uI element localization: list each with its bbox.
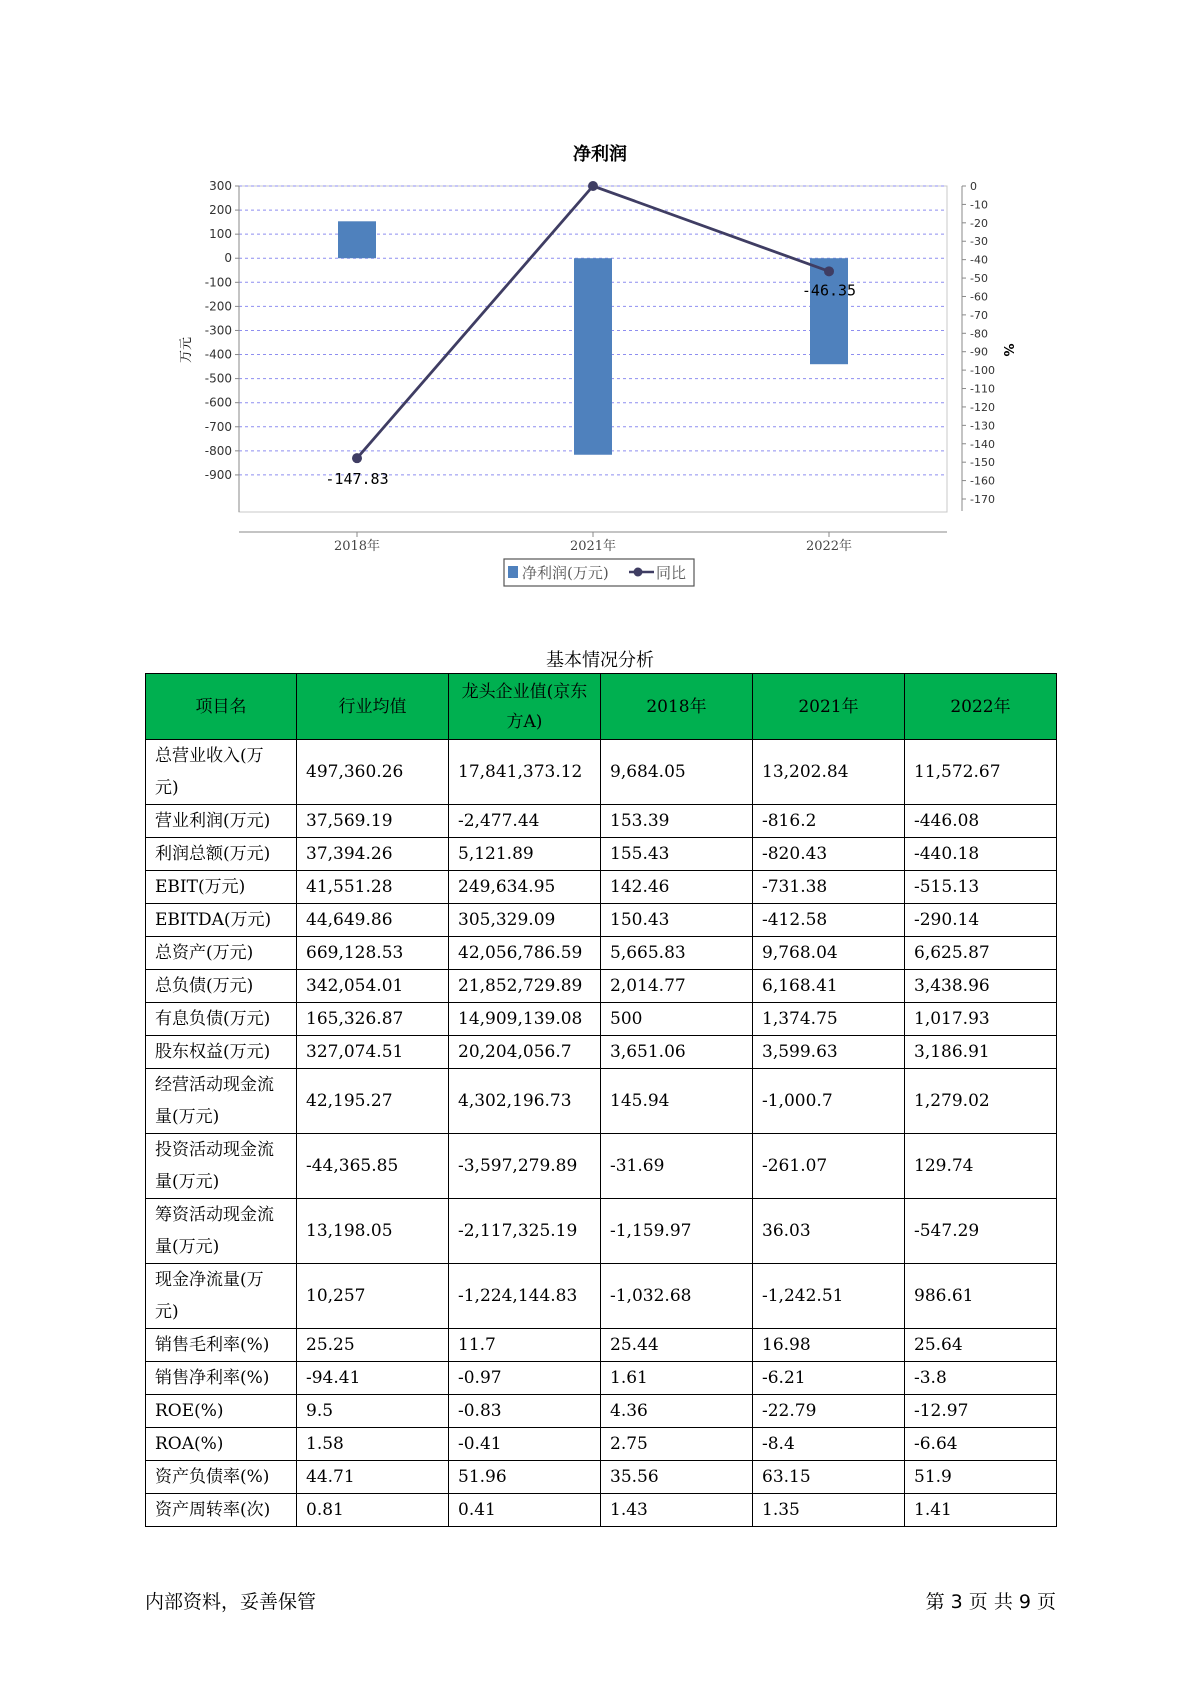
value-cell: -731.38: [753, 871, 905, 904]
row-label-cell: 资产周转率(次): [146, 1494, 297, 1527]
value-cell: 11.7: [449, 1329, 601, 1362]
table-row: [146, 1036, 1057, 1069]
value-cell: -1,224,144.83: [449, 1264, 601, 1329]
right-tick-label: -90: [970, 345, 988, 359]
right-tick-label: -110: [970, 382, 995, 396]
table-row: [146, 1264, 1057, 1329]
value-cell: 150.43: [601, 904, 753, 937]
right-tick-label: -160: [970, 474, 995, 488]
value-cell: 153.39: [601, 805, 753, 838]
value-cell: 4.36: [601, 1395, 753, 1428]
left-tick-label: -800: [204, 443, 232, 458]
value-cell: 327,074.51: [297, 1036, 449, 1069]
left-tick-label: -100: [204, 275, 232, 290]
legend-bar-swatch: [508, 566, 518, 578]
value-cell: -1,032.68: [601, 1264, 753, 1329]
value-cell: 0.81: [297, 1494, 449, 1527]
value-cell: 5,665.83: [601, 937, 753, 970]
value-cell: 37,569.19: [297, 805, 449, 838]
right-tick-label: -40: [970, 253, 988, 267]
row-label-cell: 销售毛利率(%): [146, 1329, 297, 1362]
table-body: [146, 740, 1057, 1527]
value-cell: -0.41: [449, 1428, 601, 1461]
x-tick-label: 2021年: [569, 539, 617, 554]
right-tick-label: 0: [970, 180, 977, 193]
left-tick-label: 0: [224, 251, 232, 266]
row-label-cell: 投资活动现金流量(万元): [146, 1134, 297, 1199]
value-cell: 51.96: [449, 1461, 601, 1494]
value-cell: -515.13: [905, 871, 1057, 904]
row-label-cell: 利润总额(万元): [146, 838, 297, 871]
value-cell: -22.79: [753, 1395, 905, 1428]
table-row: [146, 871, 1057, 904]
table-row: [146, 937, 1057, 970]
value-cell: 3,599.63: [753, 1036, 905, 1069]
value-cell: 5,121.89: [449, 838, 601, 871]
value-cell: 1,017.93: [905, 1003, 1057, 1036]
table-caption: 基本情况分析: [546, 650, 654, 671]
value-cell: 42,195.27: [297, 1069, 449, 1134]
value-cell: -446.08: [905, 805, 1057, 838]
value-cell: 305,329.09: [449, 904, 601, 937]
header-row: [146, 674, 1057, 740]
row-label-cell: 总负债(万元): [146, 970, 297, 1003]
value-cell: 2.75: [601, 1428, 753, 1461]
value-cell: 41,551.28: [297, 871, 449, 904]
value-cell: 11,572.67: [905, 740, 1057, 805]
value-cell: -3.8: [905, 1362, 1057, 1395]
value-cell: 500: [601, 1003, 753, 1036]
row-label-cell: EBITDA(万元): [146, 904, 297, 937]
right-tick-label: -50: [970, 272, 988, 286]
value-cell: 42,056,786.59: [449, 937, 601, 970]
value-cell: 10,257: [297, 1264, 449, 1329]
value-cell: -412.58: [753, 904, 905, 937]
value-cell: 6,168.41: [753, 970, 905, 1003]
legend-bar-label: 净利润(万元): [522, 564, 609, 582]
value-cell: 25.25: [297, 1329, 449, 1362]
left-tick-label: -600: [204, 395, 232, 410]
line-data-label: -147.83: [325, 470, 389, 489]
bar: [574, 258, 612, 455]
legend-line-label: 同比: [656, 564, 687, 582]
value-cell: 145.94: [601, 1069, 753, 1134]
value-cell: 21,852,729.89: [449, 970, 601, 1003]
table-row: [146, 1461, 1057, 1494]
value-cell: 63.15: [753, 1461, 905, 1494]
table-row: [146, 1428, 1057, 1461]
line-point: [588, 181, 598, 191]
right-axis-label: %: [1000, 343, 1015, 357]
legend-line-marker: [634, 568, 643, 577]
right-tick-label: -120: [970, 400, 995, 414]
value-cell: 9,684.05: [601, 740, 753, 805]
left-tick-label: -900: [204, 467, 232, 482]
line-point: [352, 453, 362, 463]
value-cell: 36.03: [753, 1199, 905, 1264]
value-cell: -440.18: [905, 838, 1057, 871]
table-row: [146, 1134, 1057, 1199]
value-cell: 16.98: [753, 1329, 905, 1362]
header-cell: 龙头企业值(京东方A): [449, 674, 601, 740]
x-tick-label: 2018年: [333, 539, 381, 554]
header-cell: 2022年: [905, 674, 1057, 740]
value-cell: -8.4: [753, 1428, 905, 1461]
value-cell: 25.64: [905, 1329, 1057, 1362]
table-row: [146, 1199, 1057, 1264]
row-label-cell: 股东权益(万元): [146, 1036, 297, 1069]
value-cell: 14,909,139.08: [449, 1003, 601, 1036]
basic-analysis-table: [145, 673, 1057, 1527]
row-label-cell: ROA(%): [146, 1428, 297, 1461]
table-header: [146, 674, 1057, 740]
left-tick-label: -200: [204, 299, 232, 314]
value-cell: -547.29: [905, 1199, 1057, 1264]
value-cell: 25.44: [601, 1329, 753, 1362]
table-row: [146, 1329, 1057, 1362]
value-cell: 1.41: [905, 1494, 1057, 1527]
table-row: [146, 904, 1057, 937]
right-tick-label: -20: [970, 216, 988, 230]
value-cell: 17,841,373.12: [449, 740, 601, 805]
value-cell: 3,186.91: [905, 1036, 1057, 1069]
value-cell: 986.61: [905, 1264, 1057, 1329]
header-cell: 2021年: [753, 674, 905, 740]
header-cell: 行业均值: [297, 674, 449, 740]
row-label-cell: 营业利润(万元): [146, 805, 297, 838]
value-cell: 142.46: [601, 871, 753, 904]
row-label-cell: 经营活动现金流量(万元): [146, 1069, 297, 1134]
left-tick-label: 200: [209, 203, 232, 218]
value-cell: 9,768.04: [753, 937, 905, 970]
row-label-cell: EBIT(万元): [146, 871, 297, 904]
value-cell: -1,242.51: [753, 1264, 905, 1329]
value-cell: -31.69: [601, 1134, 753, 1199]
value-cell: -94.41: [297, 1362, 449, 1395]
value-cell: 9.5: [297, 1395, 449, 1428]
value-cell: 155.43: [601, 838, 753, 871]
value-cell: 3,438.96: [905, 970, 1057, 1003]
value-cell: -6.64: [905, 1428, 1057, 1461]
row-label-cell: 总营业收入(万元): [146, 740, 297, 805]
value-cell: 497,360.26: [297, 740, 449, 805]
value-cell: -44,365.85: [297, 1134, 449, 1199]
table-row: [146, 1362, 1057, 1395]
right-tick-label: -80: [970, 327, 988, 341]
row-label-cell: 现金净流量(万元): [146, 1264, 297, 1329]
row-label-cell: ROE(%): [146, 1395, 297, 1428]
value-cell: 1.35: [753, 1494, 905, 1527]
table-row: [146, 1003, 1057, 1036]
footer-confidential: 内部资料，妥善保管: [145, 1591, 317, 1613]
left-tick-label: -400: [204, 347, 232, 362]
value-cell: 35.56: [601, 1461, 753, 1494]
value-cell: 1.43: [601, 1494, 753, 1527]
bar-series: [338, 221, 848, 454]
right-y-axis: [962, 180, 995, 511]
value-cell: 249,634.95: [449, 871, 601, 904]
table-row: [146, 805, 1057, 838]
value-cell: 6,625.87: [905, 937, 1057, 970]
row-label-cell: 有息负债(万元): [146, 1003, 297, 1036]
value-cell: 20,204,056.7: [449, 1036, 601, 1069]
chart-title: 净利润: [573, 144, 627, 165]
value-cell: -0.83: [449, 1395, 601, 1428]
value-cell: 13,202.84: [753, 740, 905, 805]
value-cell: -2,117,325.19: [449, 1199, 601, 1264]
value-cell: -6.21: [753, 1362, 905, 1395]
value-cell: 165,326.87: [297, 1003, 449, 1036]
header-cell: 项目名: [146, 674, 297, 740]
net-profit-chart: [0, 0, 1191, 610]
value-cell: -816.2: [753, 805, 905, 838]
row-label-cell: 筹资活动现金流量(万元): [146, 1199, 297, 1264]
left-axis-label: 万元: [179, 336, 194, 364]
value-cell: -1,000.7: [753, 1069, 905, 1134]
value-cell: 44.71: [297, 1461, 449, 1494]
row-label-cell: 资产负债率(%): [146, 1461, 297, 1494]
value-cell: 4,302,196.73: [449, 1069, 601, 1134]
value-cell: -0.97: [449, 1362, 601, 1395]
footer-page-number: 第 3 页 共 9 页: [925, 1591, 1056, 1613]
value-cell: 129.74: [905, 1134, 1057, 1199]
right-tick-label: -140: [970, 437, 995, 451]
value-cell: -290.14: [905, 904, 1057, 937]
row-label-cell: 总资产(万元): [146, 937, 297, 970]
right-tick-label: -170: [970, 493, 995, 506]
table-row: [146, 1395, 1057, 1428]
value-cell: -3,597,279.89: [449, 1134, 601, 1199]
value-cell: -820.43: [753, 838, 905, 871]
value-cell: 3,651.06: [601, 1036, 753, 1069]
table-row: [146, 838, 1057, 871]
right-tick-label: -60: [970, 290, 988, 304]
value-cell: 13,198.05: [297, 1199, 449, 1264]
left-y-axis: [205, 179, 239, 512]
left-tick-label: -300: [204, 323, 232, 338]
header-cell: 2018年: [601, 674, 753, 740]
value-cell: 51.9: [905, 1461, 1057, 1494]
left-tick-label: -700: [204, 419, 232, 434]
row-label-cell: 销售净利率(%): [146, 1362, 297, 1395]
x-axis: [239, 532, 947, 554]
value-cell: 342,054.01: [297, 970, 449, 1003]
value-cell: -2,477.44: [449, 805, 601, 838]
right-tick-label: -10: [970, 198, 988, 212]
value-cell: -261.07: [753, 1134, 905, 1199]
value-cell: 1,279.02: [905, 1069, 1057, 1134]
right-tick-label: -150: [970, 456, 995, 470]
value-cell: 1,374.75: [753, 1003, 905, 1036]
right-tick-label: -100: [970, 364, 995, 378]
left-tick-label: 100: [209, 227, 232, 242]
line-point: [824, 266, 834, 276]
value-cell: -1,159.97: [601, 1199, 753, 1264]
right-tick-label: -70: [970, 308, 988, 322]
table-row: [146, 1494, 1057, 1527]
value-cell: 37,394.26: [297, 838, 449, 871]
value-cell: 0.41: [449, 1494, 601, 1527]
value-cell: 2,014.77: [601, 970, 753, 1003]
right-tick-label: -30: [970, 235, 988, 249]
right-tick-label: -130: [970, 419, 995, 433]
value-cell: 44,649.86: [297, 904, 449, 937]
chart-legend: [504, 559, 694, 586]
value-cell: 1.61: [601, 1362, 753, 1395]
x-tick-label: 2022年: [805, 539, 853, 554]
table-row: [146, 1069, 1057, 1134]
line-data-label: -46.35: [801, 281, 857, 300]
left-tick-label: 300: [209, 179, 232, 193]
value-cell: -12.97: [905, 1395, 1057, 1428]
left-tick-label: -500: [204, 371, 232, 386]
value-cell: 1.58: [297, 1428, 449, 1461]
value-cell: 669,128.53: [297, 937, 449, 970]
table-row: [146, 970, 1057, 1003]
bar: [338, 221, 376, 258]
table-row: [146, 740, 1057, 805]
